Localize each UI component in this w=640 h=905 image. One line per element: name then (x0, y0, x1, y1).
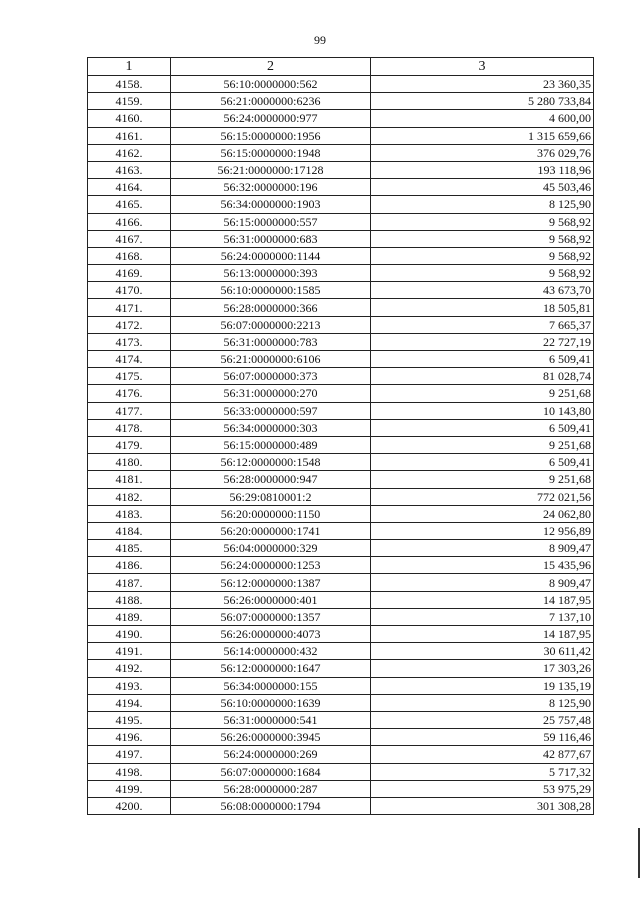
table-row (88, 368, 594, 385)
row-number-cell: 4166. (88, 213, 171, 230)
value-cell: 25 757,48 (371, 711, 594, 728)
table-row (88, 557, 594, 574)
value-cell: 9 568,92 (371, 265, 594, 282)
cadastral-number-cell: 56:21:0000000:6236 (171, 93, 371, 110)
cadastral-number-cell: 56:10:0000000:1585 (171, 282, 371, 299)
value-cell: 10 143,80 (371, 402, 594, 419)
row-number-cell: 4173. (88, 333, 171, 350)
cadastral-number-cell: 56:15:0000000:1956 (171, 127, 371, 144)
row-number-cell: 4164. (88, 179, 171, 196)
table-row (88, 351, 594, 368)
row-number-cell: 4199. (88, 780, 171, 797)
value-cell: 45 503,46 (371, 179, 594, 196)
row-number-cell: 4160. (88, 110, 171, 127)
row-number-cell: 4179. (88, 436, 171, 453)
cadastral-number-cell: 56:12:0000000:1548 (171, 454, 371, 471)
row-number-cell: 4159. (88, 93, 171, 110)
row-number-cell: 4165. (88, 196, 171, 213)
row-number-cell: 4178. (88, 419, 171, 436)
cadastral-number-cell: 56:24:0000000:1144 (171, 247, 371, 264)
cadastral-number-cell: 56:12:0000000:1647 (171, 660, 371, 677)
value-cell: 6 509,41 (371, 454, 594, 471)
cadastral-number-cell: 56:07:0000000:373 (171, 368, 371, 385)
row-number-cell: 4192. (88, 660, 171, 677)
property-table (87, 57, 594, 815)
table-row (88, 110, 594, 127)
row-number-cell: 4195. (88, 711, 171, 728)
value-cell: 9 251,68 (371, 471, 594, 488)
row-number-cell: 4182. (88, 488, 171, 505)
value-cell: 19 135,19 (371, 677, 594, 694)
table-row (88, 316, 594, 333)
cadastral-number-cell: 56:34:0000000:155 (171, 677, 371, 694)
table-row (88, 694, 594, 711)
table-row (88, 265, 594, 282)
cadastral-number-cell: 56:07:0000000:1357 (171, 608, 371, 625)
page-number: 99 (314, 33, 326, 47)
row-number-cell: 4162. (88, 144, 171, 161)
row-number-cell: 4187. (88, 574, 171, 591)
table-row (88, 436, 594, 453)
row-number-cell: 4172. (88, 316, 171, 333)
row-number-cell: 4189. (88, 608, 171, 625)
cadastral-number-cell: 56:26:0000000:401 (171, 591, 371, 608)
table-row (88, 711, 594, 728)
cadastral-number-cell: 56:15:0000000:557 (171, 213, 371, 230)
value-cell: 6 509,41 (371, 419, 594, 436)
table-row (88, 402, 594, 419)
row-number-cell: 4191. (88, 643, 171, 660)
row-number-cell: 4183. (88, 505, 171, 522)
column-header-3: 3 (371, 58, 594, 76)
cadastral-number-cell: 56:26:0000000:3945 (171, 729, 371, 746)
row-number-cell: 4180. (88, 454, 171, 471)
row-number-cell: 4177. (88, 402, 171, 419)
table-row (88, 780, 594, 797)
cadastral-number-cell: 56:31:0000000:541 (171, 711, 371, 728)
row-number-cell: 4170. (88, 282, 171, 299)
row-number-cell: 4194. (88, 694, 171, 711)
value-cell: 43 673,70 (371, 282, 594, 299)
cadastral-number-cell: 56:24:0000000:269 (171, 746, 371, 763)
column-header-1: 1 (88, 58, 171, 76)
cadastral-number-cell: 56:34:0000000:1903 (171, 196, 371, 213)
cadastral-number-cell: 56:12:0000000:1387 (171, 574, 371, 591)
value-cell: 15 435,96 (371, 557, 594, 574)
table-row (88, 660, 594, 677)
cadastral-number-cell: 56:21:0000000:17128 (171, 161, 371, 178)
value-cell: 8 909,47 (371, 540, 594, 557)
row-number-cell: 4169. (88, 265, 171, 282)
row-number-cell: 4163. (88, 161, 171, 178)
table-row (88, 574, 594, 591)
value-cell: 9 251,68 (371, 436, 594, 453)
cadastral-number-cell: 56:26:0000000:4073 (171, 626, 371, 643)
row-number-cell: 4188. (88, 591, 171, 608)
cadastral-number-cell: 56:31:0000000:683 (171, 230, 371, 247)
table-row (88, 626, 594, 643)
value-cell: 23 360,35 (371, 76, 594, 93)
table-row (88, 488, 594, 505)
table-row (88, 797, 594, 814)
table-row (88, 522, 594, 539)
table-row (88, 230, 594, 247)
value-cell: 9 568,92 (371, 247, 594, 264)
value-cell: 81 028,74 (371, 368, 594, 385)
value-cell: 14 187,95 (371, 626, 594, 643)
table-row (88, 179, 594, 196)
value-cell: 7 665,37 (371, 316, 594, 333)
table-row (88, 385, 594, 402)
value-cell: 5 717,32 (371, 763, 594, 780)
value-cell: 12 956,89 (371, 522, 594, 539)
value-cell: 24 062,80 (371, 505, 594, 522)
cadastral-number-cell: 56:24:0000000:977 (171, 110, 371, 127)
table-row (88, 643, 594, 660)
cadastral-number-cell: 56:21:0000000:6106 (171, 351, 371, 368)
value-cell: 8 125,90 (371, 196, 594, 213)
value-cell: 30 611,42 (371, 643, 594, 660)
table-row (88, 127, 594, 144)
cadastral-number-cell: 56:15:0000000:1948 (171, 144, 371, 161)
table-row (88, 333, 594, 350)
row-number-cell: 4174. (88, 351, 171, 368)
row-number-cell: 4168. (88, 247, 171, 264)
table-row (88, 454, 594, 471)
table-row (88, 608, 594, 625)
value-cell: 18 505,81 (371, 299, 594, 316)
cadastral-number-cell: 56:24:0000000:1253 (171, 557, 371, 574)
row-number-cell: 4171. (88, 299, 171, 316)
table-row (88, 299, 594, 316)
value-cell: 193 118,96 (371, 161, 594, 178)
row-number-cell: 4184. (88, 522, 171, 539)
table-row (88, 729, 594, 746)
cadastral-number-cell: 56:28:0000000:947 (171, 471, 371, 488)
table-row (88, 419, 594, 436)
table-row (88, 540, 594, 557)
value-cell: 772 021,56 (371, 488, 594, 505)
value-cell: 5 280 733,84 (371, 93, 594, 110)
row-number-cell: 4190. (88, 626, 171, 643)
cadastral-number-cell: 56:28:0000000:287 (171, 780, 371, 797)
row-number-cell: 4197. (88, 746, 171, 763)
row-number-cell: 4161. (88, 127, 171, 144)
cadastral-number-cell: 56:15:0000000:489 (171, 436, 371, 453)
table-row (88, 746, 594, 763)
table-body (88, 76, 594, 815)
cadastral-number-cell: 56:34:0000000:303 (171, 419, 371, 436)
cadastral-number-cell: 56:13:0000000:393 (171, 265, 371, 282)
column-header-2: 2 (171, 58, 371, 76)
cadastral-number-cell: 56:31:0000000:270 (171, 385, 371, 402)
row-number-cell: 4200. (88, 797, 171, 814)
cadastral-number-cell: 56:29:0810001:2 (171, 488, 371, 505)
value-cell: 6 509,41 (371, 351, 594, 368)
row-number-cell: 4196. (88, 729, 171, 746)
table-row (88, 93, 594, 110)
cadastral-number-cell: 56:20:0000000:1741 (171, 522, 371, 539)
value-cell: 42 877,67 (371, 746, 594, 763)
value-cell: 9 568,92 (371, 213, 594, 230)
table-row (88, 76, 594, 93)
value-cell: 7 137,10 (371, 608, 594, 625)
table-row (88, 677, 594, 694)
table-row (88, 505, 594, 522)
cadastral-number-cell: 56:14:0000000:432 (171, 643, 371, 660)
cadastral-number-cell: 56:28:0000000:366 (171, 299, 371, 316)
table-row (88, 144, 594, 161)
value-cell: 59 116,46 (371, 729, 594, 746)
cadastral-number-cell: 56:31:0000000:783 (171, 333, 371, 350)
value-cell: 9 568,92 (371, 230, 594, 247)
cadastral-number-cell: 56:08:0000000:1794 (171, 797, 371, 814)
row-number-cell: 4176. (88, 385, 171, 402)
value-cell: 22 727,19 (371, 333, 594, 350)
value-cell: 17 303,26 (371, 660, 594, 677)
value-cell: 8 909,47 (371, 574, 594, 591)
value-cell: 376 029,76 (371, 144, 594, 161)
row-number-cell: 4175. (88, 368, 171, 385)
value-cell: 1 315 659,66 (371, 127, 594, 144)
table-row (88, 196, 594, 213)
cadastral-number-cell: 56:07:0000000:2213 (171, 316, 371, 333)
table-row (88, 213, 594, 230)
row-number-cell: 4185. (88, 540, 171, 557)
row-number-cell: 4158. (88, 76, 171, 93)
value-cell: 53 975,29 (371, 780, 594, 797)
table-row (88, 282, 594, 299)
cadastral-number-cell: 56:20:0000000:1150 (171, 505, 371, 522)
table-row (88, 471, 594, 488)
value-cell: 14 187,95 (371, 591, 594, 608)
cadastral-number-cell: 56:04:0000000:329 (171, 540, 371, 557)
row-number-cell: 4181. (88, 471, 171, 488)
value-cell: 9 251,68 (371, 385, 594, 402)
table-row (88, 247, 594, 264)
value-cell: 4 600,00 (371, 110, 594, 127)
value-cell: 8 125,90 (371, 694, 594, 711)
cadastral-number-cell: 56:10:0000000:562 (171, 76, 371, 93)
table-row (88, 591, 594, 608)
table-row (88, 763, 594, 780)
row-number-cell: 4186. (88, 557, 171, 574)
cadastral-number-cell: 56:33:0000000:597 (171, 402, 371, 419)
row-number-cell: 4198. (88, 763, 171, 780)
table-row (88, 161, 594, 178)
row-number-cell: 4167. (88, 230, 171, 247)
cadastral-number-cell: 56:07:0000000:1684 (171, 763, 371, 780)
cadastral-number-cell: 56:10:0000000:1639 (171, 694, 371, 711)
table-header-row (88, 58, 594, 76)
value-cell: 301 308,28 (371, 797, 594, 814)
cadastral-number-cell: 56:32:0000000:196 (171, 179, 371, 196)
row-number-cell: 4193. (88, 677, 171, 694)
